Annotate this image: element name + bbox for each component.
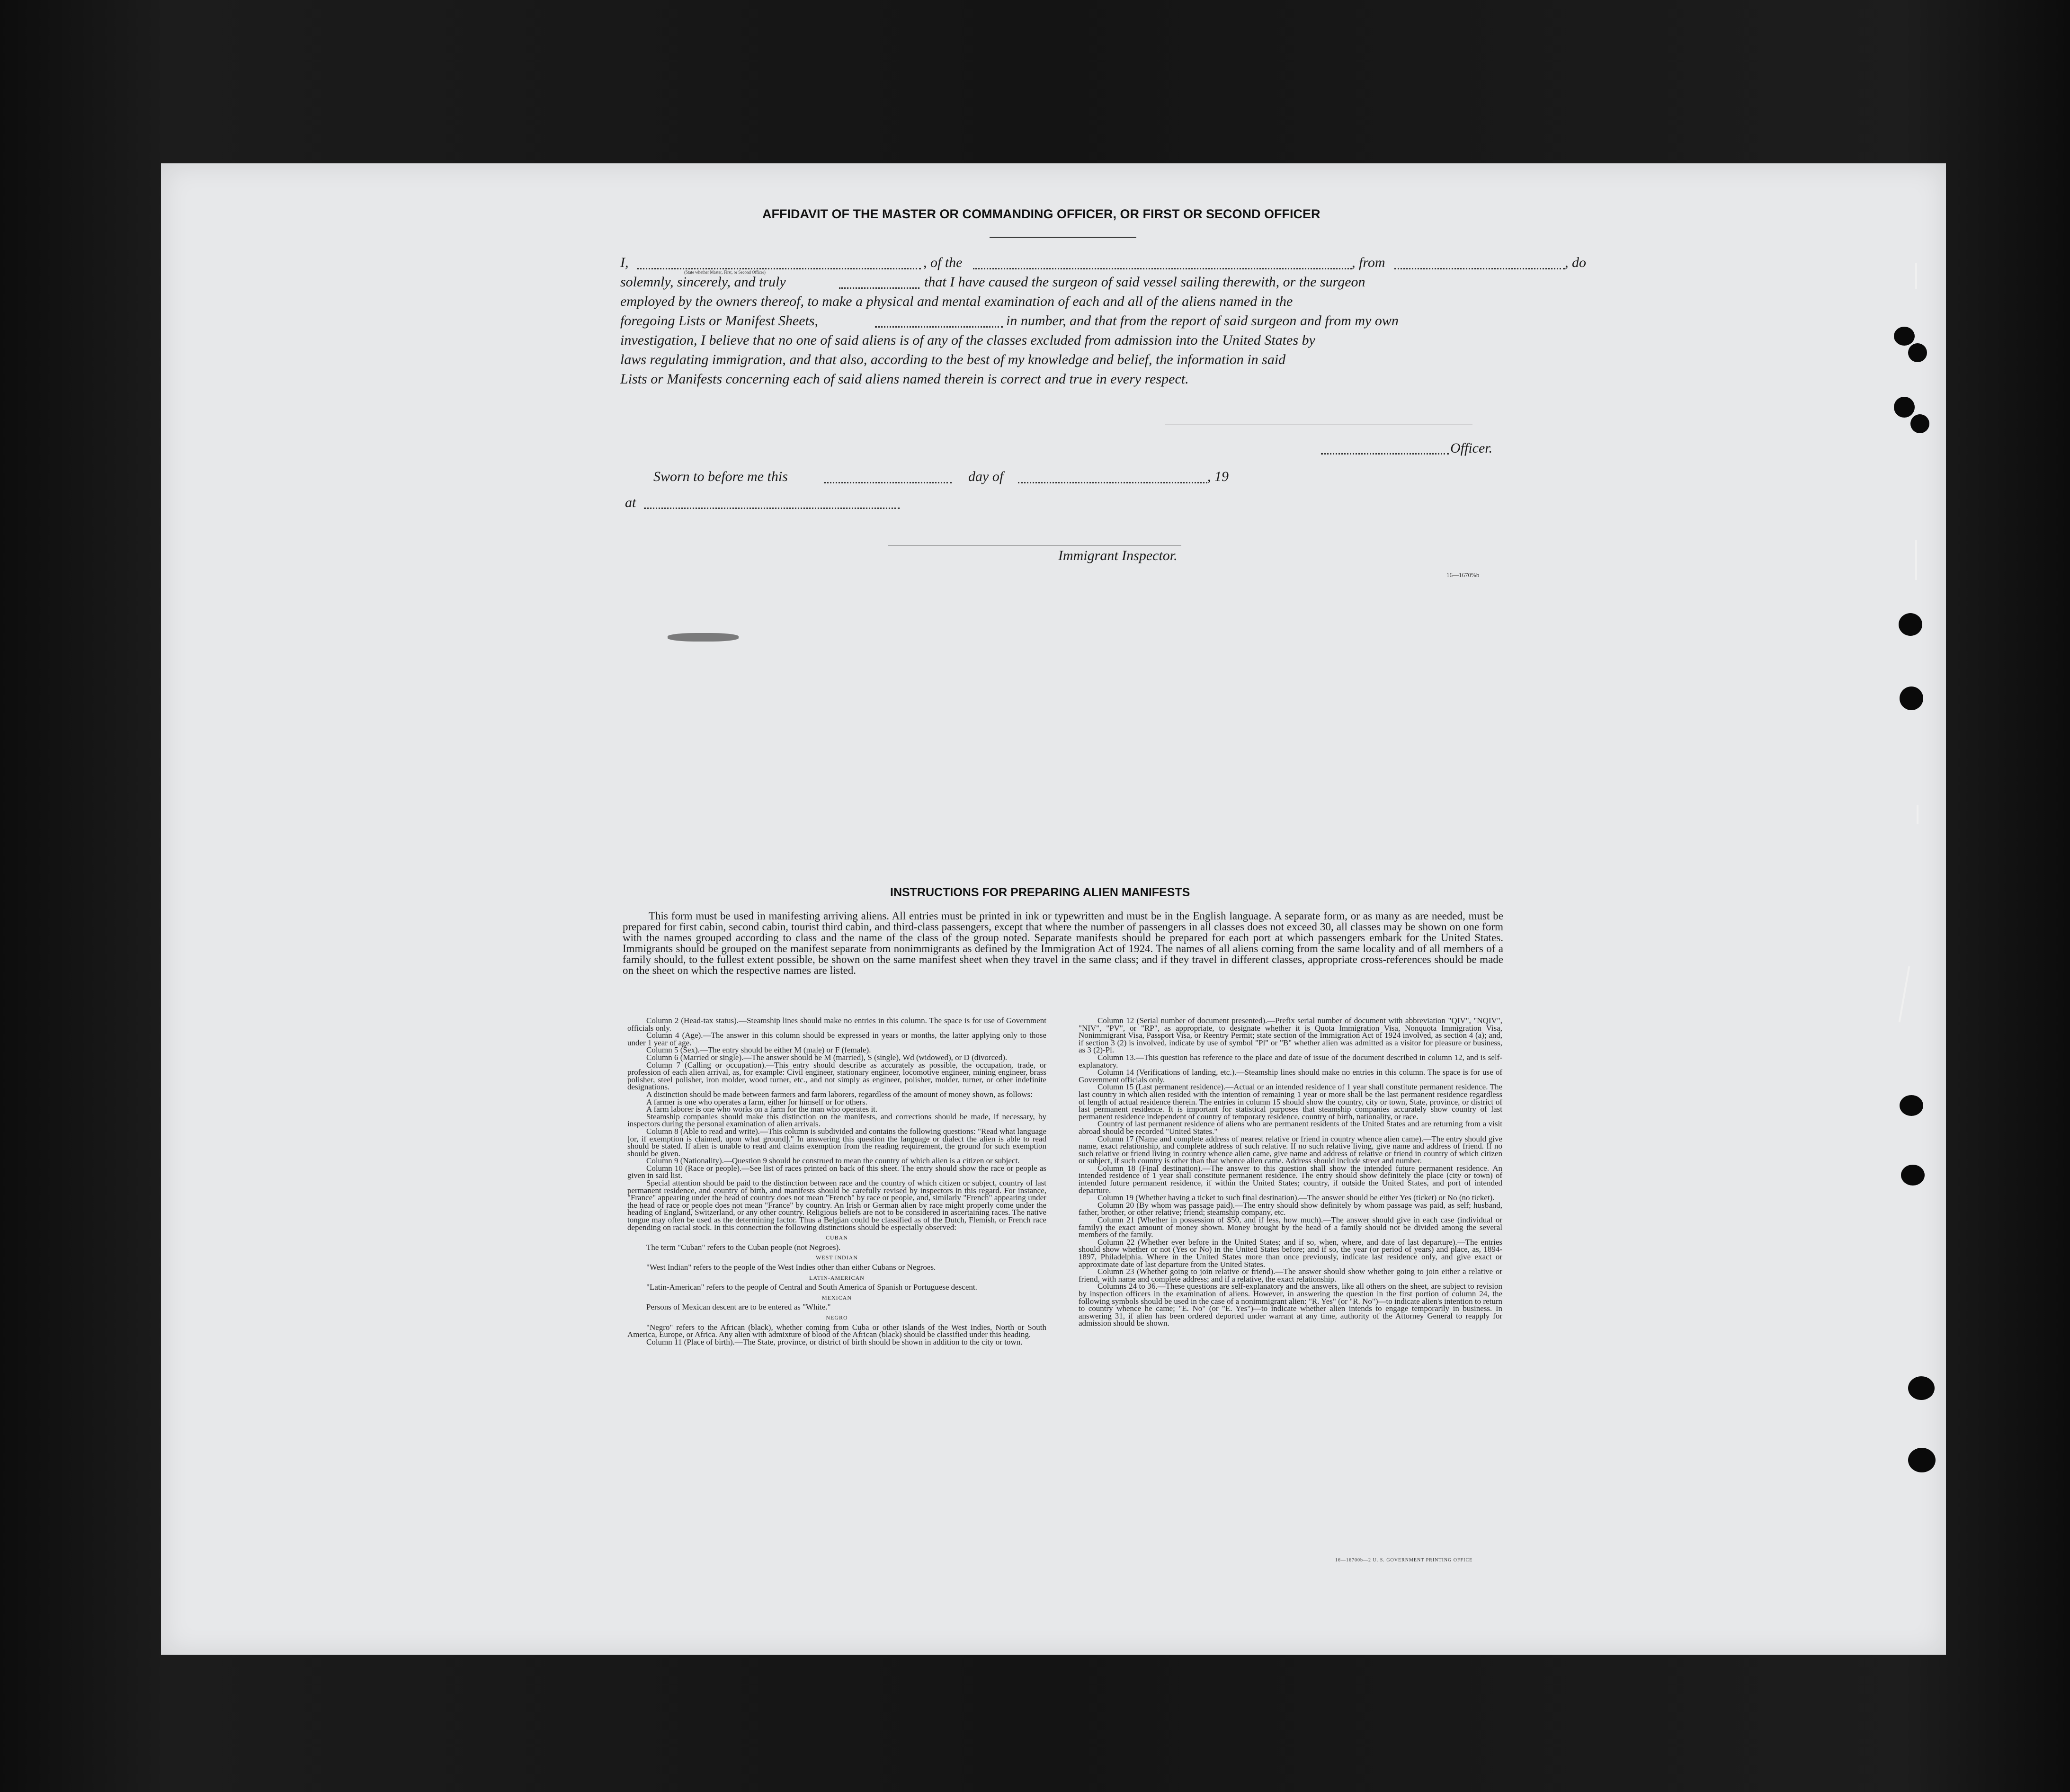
right-paragraph: Column 22 (Whether ever before in the United States; and if so, when, where, and date of last departure).—The entries should show whether or not (Yes or No) in the United States before; and if so, the year (or period of years) and place, as, 1894-1897, Philadelphia. Where in the United States more than once previously, indicate last residence only, and give exact or approximate date of last departure from the United States. xyxy=(1079,1237,1502,1269)
column-11-note: Column 11 (Place of birth).—The State, province, or district of birth should be shown in addition to the city or town. xyxy=(646,1337,1023,1346)
right-paragraph: Column 14 (Verifications of landing, etc.).—Steamship lines should make no entries in this column. The space is for use of Government officials only. xyxy=(1079,1068,1502,1084)
manifest-sheet xyxy=(161,163,1946,1655)
right-paragraph: Column 21 (Whether in possession of $50, and if less, how much).—The answer should give in each case (individual or family) the exact amount of money shown. Money brought by the head of a family should not be divided among the several members of the family. xyxy=(1079,1215,1502,1239)
right-paragraph: Column 15 (Last permanent residence).—Actual or an intended residence of 1 year shall constitute permanent residence. The last country in which alien resided with the intention of remaining 1 year or more shall be the last permanent residence regardless of length of actual residence therein. The entries in column 15 should show the country, city or town, State, province, or district of last permanent residence. It is important for statistical purposes that steamship companies accurately show country of last permanent residence independent of country of temporary residence, country of birth, nationality, or race. xyxy=(1079,1082,1502,1121)
right-paragraph: Column 20 (By whom was passage paid).—The entry should show definitely by whom passage was paid, as self; husband, father, brother, or other relative; friend; steamship company, etc. xyxy=(1079,1200,1502,1217)
at-label: at xyxy=(625,495,636,510)
blank-port-from[interactable] xyxy=(1394,268,1565,269)
edge-mark xyxy=(1915,540,1917,580)
right-paragraph: Column 23 (Whether going to join relative or friend).—The answer should show whether going to join either a relative or friend, with name and complete address; and if a relative, the exact relationship. xyxy=(1079,1267,1502,1284)
left-paragraph: Column 2 (Head-tax status).—Steamship lines should make no entries in this column. The space is for use of Government officials only. xyxy=(627,1016,1046,1033)
affidavit-from: , from xyxy=(1352,255,1385,270)
left-paragraph: Column 7 (Calling or occupation).—This entry should describe as accurately as possible, the occupation, trade, or profession of each alien arrival, as, for example: Civil engineer, stationary engineer, locomotive engineer, mining engineer, brass polisher, steel polisher, iron molder, wood turner, etc., and not simply as engineer, polisher, molder, turner, or other indefinite designations. xyxy=(627,1060,1046,1092)
blank-swear-affirm[interactable] xyxy=(839,287,919,289)
instructions-right-column xyxy=(1079,1017,1502,1327)
affidavit-title: AFFIDAVIT OF THE MASTER OR COMMANDING OFFICER, OR FIRST OR SECOND OFFICER xyxy=(762,207,1321,221)
right-paragraph: Column 13.—This question has reference to the place and date of issue of the document described in column 12, and is self-explanatory. xyxy=(1079,1052,1502,1070)
right-paragraph: Column 19 (Whether having a ticket to such final destination).—The answer should be either Yes (ticket) or No (no ticket). xyxy=(1097,1193,1495,1203)
left-paragraph: Column 4 (Age).—The answer in this column should be expressed in years or months, the latter applying only to those under 1 year of age. xyxy=(627,1031,1046,1047)
punch-hole xyxy=(1908,1448,1936,1472)
left-paragraph: Column 6 (Married or single).—The answer should be M (married), S (single), Wd (widowed), or D (divorced). xyxy=(646,1052,1008,1062)
punch-hole xyxy=(1894,327,1915,346)
ink-smudge xyxy=(668,633,739,642)
negro-definition: "Negro" refers to the African (black), whether coming from Cuba or other islands of the West Indies, North or South America, Europe, or Africa. Any alien with admixture of blood of the African (black) should be classified under this heading. xyxy=(627,1322,1046,1339)
mexican-definition: Persons of Mexican descent are to be entered as "White." xyxy=(646,1302,831,1312)
affidavit-line-6: laws regulating immigration, and that also, according to the best of my knowledge and belief, the information in said xyxy=(620,352,1286,367)
affidavit-do: , do xyxy=(1565,255,1586,270)
blank-sheet-count[interactable] xyxy=(875,326,1003,328)
punch-hole xyxy=(1908,1376,1935,1400)
instructions-intro: This form must be used in manifesting arriving aliens. All entries must be printed in ink or typewritten and must be in the English language. A separate form, or as many as are needed, must be prepared for first cabin, second cabin, tourist third cabin, and third-class passengers, except that where the number of passengers in all classes does not exceed 30, all classes may be shown on one form with the names grouped according to class and the name of the class of the group noted. Separate manifests should be prepared for each port at which passengers embark for the United States. Immigrants should be grouped on the manifest separate from nonimmigrants as defined by the Immigration Act of 1924. The names of all aliens coming from the same locality and of all members of a family should, to the fullest extent possible, be shown on the same manifest sheet when they travel in the same class; and if they travel in different classes, appropriate cross-references should be made on the sheet on which the respective names are listed. xyxy=(623,910,1503,976)
punch-hole xyxy=(1900,1095,1923,1116)
blank-officer-title[interactable] xyxy=(1321,453,1449,455)
sworn-label: Sworn to before me this xyxy=(653,469,788,484)
edge-mark xyxy=(1915,263,1917,289)
left-paragraph: A farmer is one who operates a farm, either for himself or for others. xyxy=(646,1097,867,1106)
affidavit-line-4b: in number, and that from the report of said surgeon and from my own xyxy=(1006,313,1399,329)
right-paragraph: Column 17 (Name and complete address of nearest relative or friend in country whence alien came).—The entry should give name, exact relationship, and complete address of such relative. If no such relative living, give name and address of friend. If no such relative or friend living in country whence alien came, give name and address of relative or friend in country of which citizen or subject, if such country is other than that whence alien came. Address should include street and number. xyxy=(1079,1134,1502,1166)
inspector-label: Immigrant Inspector. xyxy=(1058,548,1178,563)
rank-note: (State whether Master, First, or Second Officer) xyxy=(684,270,766,275)
left-paragraph: A farm laborer is one who works on a farm for the man who operates it. xyxy=(646,1105,878,1114)
affidavit-line-2: that I have caused the surgeon of said vessel sailing therewith, or the surgeon xyxy=(924,274,1365,290)
left-paragraph: Column 9 (Nationality).—Question 9 should be construed to mean the country of which alien is a citizen or subject. xyxy=(646,1156,1020,1166)
affidavit-line-4a: foregoing Lists or Manifest Sheets, xyxy=(620,313,819,329)
affidavit-form-number: 16—1670%b xyxy=(1446,571,1480,579)
blank-sworn-place[interactable] xyxy=(644,508,900,509)
affidavit-i: I, xyxy=(620,255,629,270)
right-paragraph: Columns 24 to 36.—These questions are self-explanatory and the answers, like all others on the sheet, are subject to revision by inspection officers in the examination of aliens. However, in answering the question in the first portion of column 24, the following symbols should be used in the case of a nonimmigrant alien: "R. Yes" (or "R. No")—to indicate alien's intention to return to country whence he came; "E. No" (or "E. Yes")—to indicate whether alien intends to engage temporarily in business. In answering 31, if alien has been ordered deported under warrant at any time, authority of the Attorney General to reapply for admission should be shown. xyxy=(1079,1282,1502,1328)
left-paragraph: Column 5 (Sex).—The entry should be either M (male) or F (female). xyxy=(646,1045,871,1055)
blank-vessel[interactable] xyxy=(973,268,1352,269)
punch-hole xyxy=(1899,613,1922,636)
affidavit-line-7: Lists or Manifests concerning each of said aliens named therein is correct and true in every respect. xyxy=(620,371,1189,387)
affidavit-line-3: employed by the owners thereof, to make a physical and mental examination of each and all of the aliens named in the xyxy=(620,294,1293,309)
affidavit-of-the: , of the xyxy=(923,255,963,270)
printing-office-footer: 16—16700b—2 U. S. GOVERNMENT PRINTING OFFICE xyxy=(1335,1558,1473,1563)
day-of-label: day of xyxy=(968,469,1004,484)
punch-hole xyxy=(1908,343,1927,362)
blank-officer-rank[interactable] xyxy=(637,268,921,269)
affidavit-line-5: investigation, I believe that no one of said aliens is of any of the classes excluded from admission into the United States by xyxy=(620,332,1315,348)
right-paragraph: Country of last permanent residence of aliens who are permanent residents of the United States and are returning from a visit abroad should be recorded "United States." xyxy=(1079,1119,1502,1136)
left-paragraph: Column 10 (Race or people).—See list of races printed on back of this sheet. The entry should show the race or people as given in said list. xyxy=(627,1163,1046,1180)
edge-mark xyxy=(1917,805,1918,824)
latin-american-definition: "Latin-American" refers to the people of Central and South America of Spanish or Portuguese descent. xyxy=(646,1283,977,1292)
cuban-heading: CUBAN xyxy=(825,1234,848,1241)
punch-hole xyxy=(1894,397,1915,418)
west-indian-heading: WEST INDIAN xyxy=(815,1254,858,1261)
mexican-heading: MEXICAN xyxy=(822,1294,852,1301)
instructions-left-column xyxy=(627,1017,1046,1346)
negro-heading: NEGRO xyxy=(826,1314,848,1321)
affidavit-solemnly: solemnly, sincerely, and truly xyxy=(620,274,786,290)
instructions-title: INSTRUCTIONS FOR PREPARING ALIEN MANIFESTS xyxy=(890,886,1190,899)
left-paragraph: Special attention should be paid to the distinction between race and the country of which citizen or subject, country of last permanent residence, and country of birth, and manifests should be carefully revised by inspectors in this regard. For instance, "France" appearing under the head of country does not mean "French" by race or people, and, similarly "French" appearing under the head of race or people does not mean "France" by country. An Irish or German alien by race might properly come under the heading of England, Switzerland, or any other country. Religious beliefs are not to be considered in ascertaining races. The native tongue may often be used as the determining factor. Thus a Belgian could be classified as of the Dutch, Flemish, or French race depending on racial stock. In this connection the following distinctions should be especially observed: xyxy=(627,1178,1046,1232)
left-paragraph: Steamship companies should make this distinction on the manifests, and corrections should be made, if necessary, by inspectors during the personal examination of alien arrivals. xyxy=(627,1112,1046,1129)
right-paragraph: Column 18 (Final destination).—The answer to this question shall show the intended future permanent residence. An intended residence of 1 year shall constitute permanent residence. The entry should show definitely the place (city or town) of intended future permanent residence, if within the United States; country, if outside the United States, and port of intended departure. xyxy=(1079,1163,1502,1195)
west-indian-definition: "West Indian" refers to the people of the West Indies other than either Cubans or Negroes. xyxy=(646,1263,936,1272)
title-underline xyxy=(990,237,1136,238)
officer-label: Officer. xyxy=(1450,440,1493,456)
punch-hole xyxy=(1900,686,1923,710)
latin-american-heading: LATIN-AMERICAN xyxy=(809,1274,865,1281)
left-paragraph: Column 8 (Able to read and write).—This column is subdivided and contains the following questions: "Read what language [or, if exemption is claimed, upon what ground]." In answering this question the language or dialect the alien is able to read should be stated. If alien is unable to read and claims exemption from the reading requirement, the ground for such exemption should be given. xyxy=(627,1126,1046,1158)
cuban-definition: The term "Cuban" refers to the Cuban people (not Negroes). xyxy=(646,1242,841,1252)
punch-hole xyxy=(1910,414,1929,433)
left-paragraph: A distinction should be made between farmers and farm laborers, regardless of the amount of money shown, as follows: xyxy=(646,1089,1033,1099)
blank-sworn-month[interactable] xyxy=(1018,482,1207,483)
year-label: , 19 xyxy=(1207,469,1229,484)
punch-hole xyxy=(1901,1165,1925,1186)
blank-sworn-day[interactable] xyxy=(824,482,952,483)
right-paragraph: Column 12 (Serial number of document presented).—Prefix serial number of document with abbreviation "QIV", "NQIV", "NIV", "PV", or "RP", as appropriate, to designate whether it is Quota Immigration Visa, Nonquota Immigration Visa, Nonimmigrant Visa, Passport Visa, or Reentry Permit; state section of the Immigration Act of 1924 involved, as section 4 (a); and, if section 3 (2) is involved, indicate by use of symbol "Pl" or "B" whether alien was admitted as a visitor for pleasure or business, as 3 (2)-Pl. xyxy=(1079,1016,1502,1055)
